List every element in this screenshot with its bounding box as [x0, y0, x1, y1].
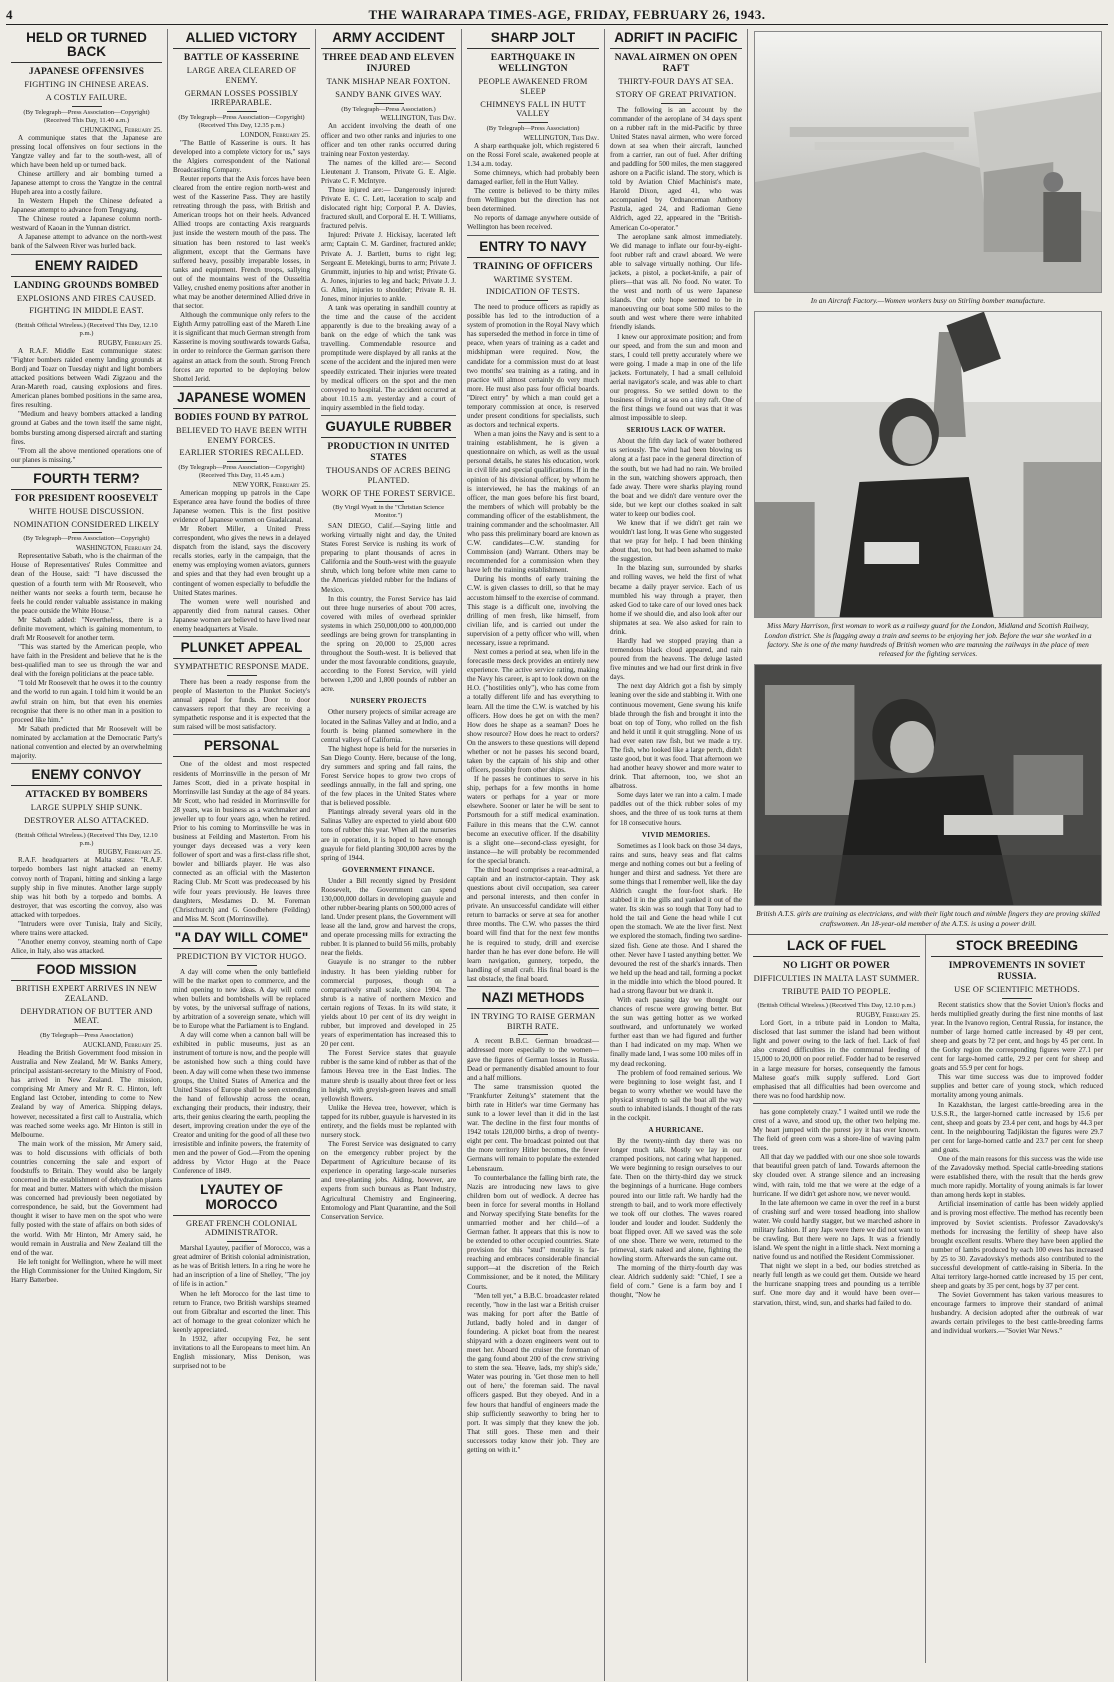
paragraph: A tank was operating in sandhill country at the time and the cause of the accident apparently is due to the breaking away of a bank on the edge of which the tank was travelling. Commendable resource and promptitude were displayed by all ranks at the scene of the accident and the injured men were speedily extricated. Their injuries were treated by medical officers on the spot and the men conveyed to hospital. The accident occurred at about 10.15 a.m. yesterday and a court of inquiry assembled in the field today.	[321, 304, 456, 412]
ats-electricians-photo-image	[755, 665, 1101, 905]
paragraph: I knew our approximate position; and from our speed, and from the sun and moon and stars, I could tell pretty accurately where we were going. I made a map in one of the life jackets. Fortunately, I had a small celluloid aerial navigator's scale, and was able to chart our progress. So we settled down to the business of living at sea on a tiny raft. One of the first things we found out was that it was almost impossible to sleep.	[610, 332, 742, 423]
headline: FOOD MISSION	[11, 963, 162, 981]
paragraph: The Forest Service was designated to carry on the emergency rubber project by the Department of Agriculture because of its experience in operating large-scale nurseries and tree-planting jobs. Aiding, however, are experts from such bureaus as Plant Industry, Agricultural Chemistry and Engineering, Entomology and Plant Quarantine, and the Soil Conservation Service.	[321, 1140, 456, 1221]
paragraph: A communique states that the Japanese are pressing local offensives on four sections in the Yangtze valley and far to the south-west, all of which have been held up or turned back.	[11, 133, 162, 169]
paragraph: The Chinese routed a Japanese column north-westward of Kaoan in the Yunnan district.	[11, 215, 162, 233]
place-line: CHUNGKING, February 25.	[79, 126, 162, 134]
paragraph: Mr Sabath added: "Nevertheless, there is a definite movement, which is gaining momentum, to draft Mr Roosevelt for another term.	[11, 615, 162, 642]
article-sharp-jolt	[467, 31, 599, 236]
headline: SHARP JOLT	[467, 31, 599, 49]
subheadline: BODIES FOUND BY PATROL	[174, 411, 309, 423]
paragraph: "Another enemy convoy, steaming north of Cape Alice, in Italy, also was attacked.	[11, 938, 162, 956]
paragraph: If he passes he continues to serve in his ship, perhaps for a few months in home waters or perhaps for a year or more elsewhere. Sooner or later he will be sent to Portsmouth for a stiff medical examination. Failure in this means that the C.W. cannot become an executive officer. If the disability is a slight one—second-class eyesight, for instance—he will probably be recommended for the special branch.	[467, 775, 599, 865]
headline: ALLIED VICTORY	[173, 31, 310, 49]
masthead	[6, 6, 1108, 25]
paragraph: R.A.F. headquarters at Malta states: "R.A.F. torpedo bombers last night attacked an enemy convoy north of Trapani, hitting and sinking a large supply ship in five minutes. Another large supply ship was hit both by a torpedo and bombs. A destroyer, that was escorting the convoy, also was attacked with torpedoes.	[11, 856, 162, 919]
place-line: LONDON, February 25.	[240, 131, 310, 139]
subheadline: WHITE HOUSE DISCUSSION.	[28, 507, 145, 517]
paragraph: In this country, the Forest Service has laid out three huge nurseries of about 700 acres, covered with miles of overhead sprinkler systems in which 250,000,000 to 400,000,000 seedlings are being grown for transplanting in the spring on 20,000 to 25,000 acres throughout the South-west. It is believed that under the most favourable conditions, guayule, according to the Forest Service, will yield between 1,200 and 1,800 pounds of rubber an acre.	[321, 594, 456, 694]
dateline: (British Official Wireless.) (Received This Day, 12.10 p.m.)	[15, 322, 158, 337]
paragraph: Representative Sabath, who is the chairman of the House of Representatives' Rules Committee and dean of the House, said: "I have discussed the question of a fourth term with Mr Roosevelt, who neither wants nor seeks a fourth term, because he feels he could render valuable assistance in making the peace outside the White House."	[11, 552, 162, 615]
subheadline: LARGE SUPPLY SHIP SUNK.	[30, 803, 143, 813]
headline: HELD OR TURNED BACK	[11, 31, 162, 63]
paragraph: The Soviet Government has taken various measures to encourage farmers to improve their standard of animal husbandry. A decision adopted after the outbreak of war awards certain privileges to the best cattle-breeding farms and individual workers.—"Soviet War News."	[931, 1291, 1103, 1336]
column-5	[605, 29, 748, 1681]
subheadline: SANDY BANK GIVES WAY.	[335, 89, 442, 99]
subheadline: PEOPLE AWAKENED FROM SLEEP	[478, 77, 588, 96]
subheadline: WORK OF THE FOREST SERVICE.	[321, 488, 456, 498]
paragraph: Recent statistics show that the Soviet Union's flocks and herds multiplied greatly during the first nine months of last year. In the Ivanovo region, Central Russia, for instance, the number of large horned cattle increased by 49 per cent, sheep and goats by 72 per cent, and hogs by 45 per cent. In the Gorky region the corresponding figures were 27.1 per cent for large-horned cattle, 29.2 per cent for sheep and goats and 55.9 per cent for hogs.	[931, 1000, 1103, 1073]
paragraph: There has been a ready response from the people of Masterton to the Plunket Society's annual appeal for funds. Door to door canvassers report that they are receiving a sympathetic response and it is expected that the sum raised will be most satisfactory.	[173, 677, 310, 732]
paragraph: Mr Sabath predicted that Mr Roosevelt will be nominated by acclamation at the Democratic Party's national convention and elected by an overwhelming majority.	[11, 724, 162, 760]
photo-ats-electricians	[754, 664, 1102, 906]
subheadline: TANK MISHAP NEAR FOXTON.	[326, 77, 451, 87]
paragraph: Guayule is no stranger to the rubber industry. It has been yielding rubber for commercial purposes, though on a comparatively small scale, since 1904. The shrub is a native of northern Mexico and certain regions of Texas. In its wild state, it yields about 10 per cent of its dry weight in rubber, but improved and developed in 25 years of experimentation has increased this to 20 per cent.	[321, 958, 456, 1049]
headline: LACK OF FUEL	[753, 939, 920, 957]
paragraph: To counterbalance the falling birth rate, the Nazis are introducing new laws to give children born out of wedlock. A decree has been in force for several months in Holland and Norway specifying State benefits for the unmarried mother and her child—of a German father. It appears that this is now to be extended to other occupied countries. State provision for this "stud" morality is far-reaching and embraces considerable financial support—at the discretion of the Reich Commissioner, and be it noted, the Military Courts.	[467, 1173, 599, 1291]
headline: FOURTH TERM?	[11, 472, 162, 490]
paragraph: A sharp earthquake jolt, which registered 6 on the Rossi Forel scale, awakened people at 1.34 a.m. today.	[467, 141, 599, 168]
headline: GUAYULE RUBBER	[321, 420, 456, 438]
subheadline: TRIBUTE PAID TO PEOPLE.	[782, 986, 891, 996]
article-allied-victory	[173, 31, 310, 387]
place-line: WELLINGTON, This Day.	[523, 134, 599, 142]
paragraph: An accident involving the death of one officer and two other ranks and injuries to one officer and ten other ranks occurred during training near Foxton yesterday.	[321, 122, 456, 158]
article-nazi-methods	[467, 991, 599, 1457]
headline: ENEMY CONVOY	[11, 768, 162, 786]
subheadline: TRAINING OF OFFICERS	[473, 260, 593, 272]
subheadline: NOMINATION CONSIDERED LIKELY	[13, 519, 160, 529]
railway-guard-photo-image	[755, 312, 1101, 617]
place-line: RUGBY, February 25.	[98, 849, 162, 857]
page-number: 4	[6, 7, 13, 22]
headline: PLUNKET APPEAL	[173, 641, 310, 659]
dateline: (British Official Wireless.) (Received This Day, 12.10 p.m.)	[757, 1002, 916, 1010]
paragraph: We knew that if we didn't get rain we wouldn't last long. It was Gene who suggested that we pray for help. I had been thinking about that, too, but had been ashamed to make the suggestion.	[610, 518, 742, 564]
dateline: (By Telegraph—Press Association—Copyright) (Received This Day, 12.35 p.m.)	[178, 113, 305, 129]
paragraph: The following is an account by the commander of the aeroplane of 34 days spent on a rubber raft in the mid-Pacific by three United States naval airmen, who were forced down at sea when their aircraft, launched from a carrier, ran out of fuel. After drifting and paddling for 500 miles, the men staggered ashore on a Pacific island. The story, which is told by Aviation Chief Machinist's mate, Harold Dixon, aged 41, who was accompanied by Ordnanceman Anthony Pastula, aged 24, and Radioman Gene Aldrich, aged 22, appeared in the "British-American Co-operator."	[610, 105, 742, 232]
subheadline: DEHYDRATION OF BUTTER AND MEAT.	[20, 1006, 153, 1026]
headline: LYAUTEY OF MOROCCO	[173, 1183, 310, 1215]
article-a-day-will-come	[173, 931, 310, 1180]
subheadline: GERMAN LOSSES POSSIBLY IRREPARABLE.	[184, 88, 299, 108]
column-6	[748, 29, 1108, 1681]
photo-caption: Miss Mary Harrison, first woman to work as a railway guard for the London, Midland and Scottish Railway, London district. She is flagging away a train and seems to be enjoying her job. Before the war she worked in a factory. She is one of the many hundreds of British women who are manning the railways in the place of men released for the fighting services.	[764, 621, 1092, 658]
crosshead: SERIOUS LACK OF WATER.	[626, 426, 726, 435]
dateline: (By Telegraph—Press Association—Copyright)	[23, 535, 150, 543]
subheadline: LANDING GROUNDS BOMBED	[13, 279, 160, 291]
subheadline: NAVAL AIRMEN ON OPEN RAFT	[614, 52, 738, 75]
paragraph: "This was started by the American people, who have faith in the President and believe that he is the best-qualified man to see us through the war and deal with the foreign politicians at the peace table.	[11, 643, 162, 679]
article-adrift-in-pacific	[610, 31, 742, 1302]
subheadline: THREE DEAD AND ELEVEN INJURED	[322, 52, 455, 75]
paragraph: All that day we paddled with our one shoe sole towards that beautiful green patch of land. Towards afternoon the sky clouded over. A strange silence and an increasing wind, with rain, told me that we were at the edge of a hurricane. If we didn't get ashore now, we never would.	[753, 1153, 920, 1198]
paragraph: SAN DIEGO, Calif.—Saying little and working virtually night and day, the United States Forest Service is rushing its work of preparing to plant thousands of acres in California and the South-west with the guayule shrub, which long before white men came to the Americas yielded rubber for the Indians of Mexico.	[321, 521, 456, 594]
paragraph: Some chimneys, which had probably been damaged earlier, fell in the Hutt Valley.	[467, 169, 599, 187]
article-lack-of-fuel	[753, 939, 920, 1104]
paragraph: Mr Robert Miller, a United Press correspondent, who gives the news in a delayed dispatch from the island, says the discovery recalls stories, early in the campaign, that the enemy was employing women aviators, gunners and spies and that they had even brought up a contingent of women especially to befuddle the United States marines.	[173, 525, 310, 597]
place-line: WASHINGTON, February 24.	[75, 545, 162, 553]
article-lyautey-of-morocco	[173, 1183, 310, 1373]
paragraph: When a man joins the Navy and is sent to a training establishment, he is given a questionnaire on which, as well as the usual personal details, he states his education, work in civil life and special qualifications. If in the opinion of his divisional officer, by whom he is interviewed, he has the makings of an officer, the man goes before his first board, the members of which will probably be the commanding officer of the establishment, the training commander and the schoolmaster. All who pass this preliminary board are known as C.W. candidates—C.W. standing for Commission (and) Warrant. Others may be recommended for a commission when they have left the training establishment.	[467, 430, 599, 575]
paragraph: One of the main reasons for this success was the wide use of the Zavadovsky method. Special cattle-breeding stations were established there, with the result that the herds grew much more rapidly. Mortality of young animals is far lower than among herds kept in stables.	[931, 1154, 1103, 1200]
article-plunket-appeal	[173, 641, 310, 735]
paragraph: The main work of the mission, Mr Amery said, was to hold discussions with officials of both countries concerning the sale and export of foodstuffs to Britain. They would also be largely concerned in the establishment of dehydration plants for meat and butter. Matters with which the mission was concerned had previously been negotiated by correspondence, he said, but the Government had thought it wiser to have men on the spot who were fully posted with the state of affairs on both sides of the world. With Mr Hinton, Mr Amery said, he would remain in Australia and New Zealand till the end of the war.	[11, 1139, 162, 1257]
paragraph: The women were well nourished and apparently died from natural causes. Other Japanese women are believed to have lived near enemy headquarters at Visale.	[173, 597, 310, 633]
paragraph: A Japanese attempt to advance on the north-west bank of the Salween River was hurled back.	[11, 233, 162, 251]
subheadline: PREDICTION BY VICTOR HUGO.	[176, 952, 307, 962]
paragraph: In Kazakhstan, the largest cattle-breeding area in the U.S.S.R., the larger-horned cattle increased by 15.6 per cent, sheep and goats by 23.4 per cent, and hogs by 44.3 per cent. In the neighbouring Tadjikistan the figures were 29.7 per cent for large-horned cattle and 23.7 per cent for sheep and goats.	[931, 1100, 1103, 1154]
headline: NAZI METHODS	[467, 991, 599, 1009]
subheadline: FIGHTING IN CHINESE AREAS.	[24, 80, 149, 90]
article-guayule-rubber	[321, 420, 456, 1224]
paragraph: This war time success was due to improved fodder supplies and better care of young stock, which reduced mortality among young animals.	[931, 1073, 1103, 1100]
paragraph: The next day Aldrich got a fish by simply leaning over the side and stabbing it. With one continuous movement, Gene swung his knife blade through the fish and brought it into the boat on top of Tony, who rolled on the fish and held it until it quit struggling. None of us had ever eaten raw fish, but we made a try. The fish, who looked like a large perch, didn't taste good, but it was food. That afternoon we had another heavy shower and more water to drink. That afternoon, too, we shot an albatross.	[610, 682, 742, 791]
byline: (By Virgil Wyatt in the "Christian Science Monitor.")	[332, 504, 445, 520]
paragraph: Lord Gort, in a tribute paid in London to Malta, disclosed that last summer the island had been without light and power owing to the lack of fuel. Lack of fuel also created difficulties in the communal feeding of 15,000 to 20,000 on poor relief. Fodder had to be reserved in a large measure for horses, consequently the famous Maltese goat's milk supply suffered. Lord Gort emphasised that all difficulties had been overcome and there was no food hardship now.	[753, 1019, 920, 1100]
subheadline: FIGHTING IN MIDDLE EAST.	[29, 306, 144, 316]
paragraph: In the late afternoon we came in over the reef in a burst of crashing surf and were tossed headlong into shallow water. We could hardly stagger, but we marched ashore in military fashion. If any Japs were there we did not want to be crawling. But there were no Japs. It was a friendly island. We spent the night in a little shack. Next morning a native found us and notified the Resident Commissioner.	[753, 1198, 920, 1262]
paragraph: Under a Bill recently signed by President Roosevelt, the Government can spend 130,000,000 dollars in developing guayule and other rubber-bearing plants on 500,000 acres of land. Under present plans, the Government will lease all the land, grow and harvest the crops, and operate processing mills for extracting the rubber. It is planned to build 56 mills, probably near the fields.	[321, 876, 456, 958]
column-6a	[748, 935, 926, 1663]
paragraph: The morning of the thirty-fourth day was clear. Aldrich suddenly said: "Chief, I see a field of corn." Gene is a farm boy and I thought, "Now he	[610, 1264, 742, 1300]
paragraph: In Western Hupeh the Chinese defeated a Japanese attempt to advance from Tengyang.	[11, 197, 162, 215]
subheadline: CHIMNEYS FALL IN HUTT VALLEY	[480, 99, 586, 119]
paragraph: During his months of early training the C.W. is given classes to drill, so that he may accustom himself to the exercise of command. This stage is a difficult one, involving the drilling of men fresh, like himself, from civilian life, and is carried out under the supervision of a petty officer who will, when necessary, issue a reprimand.	[467, 575, 599, 647]
subheadline: DIFFICULTIES IN MALTA LAST SUMMER.	[753, 973, 920, 983]
paragraph: Injured: Private J. Hickisay, lacerated left arm; Captain C. M. Gardiner, fractured ankle; Private A. J. Bartlett, burns to right leg; Sergeant E. Metekingi, burns to arm; Private J. Grummitt, injuries to hip and wrist; Private G. A. Jones, injuries to leg and back; Private J. J. G. Allen, injuries to shoulder; Private R. H. Jones, minor injuries to ankle.	[321, 231, 456, 303]
paragraph: Plantings already several years old in the Salinas Valley are expected to yield about 600 tons of rubber this year. When all the nurseries are in operation, it is hoped to have enough guayule for field planting 300,000 acres by the spring of 1944.	[321, 808, 456, 862]
paragraph: Reuter reports that the Axis forces have been cleared from the entire region north-west and west of the Kasserine Pass. They are hastily retreating through the pass, with British and American troops hot on their heels. Advanced Allied troops are contacting Axis rearguards just inside the western mouth of the pass. The situation has been restored to last week's alignment, except that the Germans have suffered heavy, possibly irreparable losses, in tanks and equipment. French troops, sallying out of the mountains west of the Ousseltia Valley, crushed enemy positions after another in what may be another determined Allied drive in that sector.	[173, 174, 310, 311]
paragraph: When he left Morocco for the last time to return to France, two British warships steamed out from Gibraltar and escorted the liner. This act of homage to the great colonizer which he keenly appreciated.	[173, 1289, 310, 1334]
crosshead: NURSERY PROJECTS	[350, 697, 427, 706]
column-2	[168, 29, 316, 1681]
headline: PERSONAL	[173, 739, 310, 757]
article-fourth-term	[11, 472, 162, 764]
photo-caption: In an Aircraft Factory.—Women workers busy on Stirling bomber manufacture.	[810, 296, 1046, 305]
subheadline: WARTIME SYSTEM.	[493, 274, 573, 284]
headline: ENTRY TO NAVY	[467, 240, 599, 258]
paragraph: Next comes a period at sea, when life in the forecastle mess deck provides an entirely new experience. The active service rating, making the Navy his career, is apt to look down on the H.O. ("hostilities only"), who has come from a totally different life and has everything to learn. All the time the C.W. is watched by his officers. How does he get on with the men? How does he shape as a seaman? Does he show resource? How does he react to orders? On the answers to these questions will depend whether or not he passes his second board, taken by the captain of his ship and other officers, possibly from other ships.	[467, 648, 599, 775]
dateline: (By Telegraph—Press Association—Copyright) (Received This Day, 11.40 a.m.)	[23, 108, 150, 124]
column-3	[316, 29, 462, 1681]
place-line: NEW YORK, February 25.	[232, 481, 310, 489]
subheadline: PRODUCTION IN UNITED STATES	[327, 441, 450, 464]
subheadline: USE OF SCIENTIFIC METHODS.	[954, 984, 1080, 994]
paragraph: A day will come when a cannon ball will be exhibited in public museums, just as an instrument of torture is now, and the people will be astonished how such a thing could have been. A day will come when these two immense groups, the United States of America and the United States of Europe shall be seen extending the hand of fellowship across the ocean, exchanging their products, their industry, their arts, their genius clearing the earth, peopling the desert, improving creation under the eye of the Creator and uniting for the good of all these two irresistible and infinite powers, the fraternity of men and the power of God.—From the opening address by Victor Hugo at the Peace Conference of 1849.	[173, 1031, 310, 1176]
paragraph: A day will come when the only battlefield will be the market open to commerce, and the mind opening to new ideas. A day will come when bullets and bombshells will be replaced by votes, by the universal suffrage of nations, by arbitration of a sovereign senate, which will be to Europe what the Parliament is to England.	[173, 967, 310, 1031]
headline: STOCK BREEDING	[931, 939, 1103, 957]
subheadline: THOUSANDS OF ACRES BEING PLANTED.	[326, 466, 451, 485]
subheadline: EXPLOSIONS AND FIRES CAUSED.	[16, 293, 157, 303]
paragraph: A R.A.F. Middle East communique states: "Fighter bombers raided enemy landing grounds at Bordj and Toazr on Tuesday night and light bombers attacked positions between Wadi Zigzaou and the Aran-Mareth road, causing explosions and fires. American planes bombed positions in the same area, fires resulting.	[11, 346, 162, 410]
paragraph: The aeroplane sank almost immediately. We did manage to inflate our four-by-eight-foot rubber raft and crawl aboard. We were able to salvage virtually nothing. Our life-jackets, a pistol, a pocket-knife, a pair of pliers—that was all. No food. No water. To the west and north of us were Japanese islands. Our only hope seemed to be in manoeuvring our boat some 500 miles to the south and west where there were inhabited friendly islands.	[610, 232, 742, 332]
paragraph: Heading the British Government food mission in Australia and New Zealand, Mr W. Banks Amery, principal assistant-secretary to the Ministry of Food, has arrived in New Zealand. The mission, comprising Mr Amery and Mr R. C. Hinton, left England last October, intending to come to New Zealand by way of America. Shipping delays, however, necessitated a first call to Australia, which was reached some weeks ago. Mr Hinton is still in Melbourne.	[11, 1048, 162, 1139]
paragraph: Other nursery projects of similar acreage are located in the Salinas Valley and at Indio, and a fourth is being planned somewhere in the central valleys of California.	[321, 708, 456, 744]
paragraph: Artificial insemination of cattle has been widely applied and is proving most effective. The method has recently been improved by Soviet scientists. Professor Zavadovsky's methods for increasing the fertility of sheep have also brought excellent results. Where they have been applied the number of lambs produced by each 100 ewes has increased by 25 to 30. Zavadovsky's methods also contributed to the successful development of cattle-raising in Siberia. In the Altai territory large-horned cattle increased by 15 per cent, sheep and goats by 35 per cent, hogs by 37 per cent.	[931, 1200, 1103, 1291]
subheadline: IN TRYING TO RAISE GERMAN BIRTH RATE.	[470, 1012, 596, 1031]
paragraph: No reports of damage anywhere outside of Wellington has been received.	[467, 214, 599, 232]
article-enemy-raided	[11, 259, 162, 468]
subheadline: EARLIER STORIES RECALLED.	[179, 448, 304, 458]
factory-photo-image	[755, 32, 1101, 292]
subheadline: THIRTY-FOUR DAYS AT SEA.	[618, 77, 734, 87]
article-held-or-turned-back	[11, 31, 162, 255]
dateline: (By Telegraph—Press Association)	[486, 124, 580, 132]
newspaper-title: THE WAIRARAPA TIMES-AGE, FRIDAY, FEBRUARY 26, 1943.	[368, 7, 766, 22]
subheadline: JAPANESE OFFENSIVES	[28, 66, 145, 78]
subheadline: IMPROVEMENTS IN SOVIET RUSSIA.	[948, 959, 1086, 982]
paragraph: "Intruders were over Tunisia, Italy and Sicily, where trains were attacked.	[11, 919, 162, 938]
column-6b	[926, 935, 1108, 1663]
subheadline: ATTACKED BY BOMBERS	[25, 789, 148, 801]
place-line: RUGBY, February 25.	[856, 1012, 920, 1020]
paragraph: The same transmission quoted the "Frankfurter Zeitung's" statement that the birth rate in Hitler's war time Germany has sunk to a lower level than it did in the last war. The decline in the first four months of 1942 totals 120,000 births, a drop of twenty-eight per cent. The broadcast pointed out that the more territory Hitler becomes, the fewer Germans will remain to populate the extended Lebensraum.	[467, 1082, 599, 1173]
paragraph: One of the oldest and most respected residents of Morrinsville in the person of Mr James Scott, died in a private hospital in Morrinsville last Sunday at the age of 84 years. Mr Scott, who had resided in Morrinsville for 28 years, was in business as a watchmaker and jeweller up to four years ago, when he retired. Prior to his coming to Morrinsville he was in business at Feilding and Masterton. From his younger days deceased was a very keen follower of sport and was a first-class rifle shot, bowler and billiards player. He was also connected as an official with the Masterton Racing Club. Mr Scott was predeceased by his wife four years previously. He leaves three daughters, Mesdames D. M. Foreman (Christchurch) and G. Goodbehere (Feilding) and Miss M. Scott (Morrinsville).	[173, 760, 310, 923]
columns	[6, 29, 1108, 1681]
article-japanese-women	[173, 391, 310, 637]
paragraph: The Forest Service states that guayule rubber is the same kind of rubber as that of the famous Hevea tree in the East Indies. The mature shrub is usually about three feet or less in height, with greyish-green leaves and small yellowish flowers.	[321, 1049, 456, 1103]
paragraph: With each passing day we thought our chances of rescue were growing better. But the sun was getting hotter as we worked southward, and unfortunately we worked further east than we had figured and further than I had indicated on my map. When we finally made land, I was some 100 miles off in my dead reckoning.	[610, 995, 742, 1068]
paragraph: Those injured are:— Dangerously injured: Private E. C. C. Lett, laceration to scalp and dislocated right hip; Corporal P. A. Davies, fractured skull, and Corporal E. H. T. Williams, fractured pelvis.	[321, 186, 456, 231]
photo-railway-guard	[754, 311, 1102, 618]
dateline: (By Telegraph—Press Association—Copyright) (Received This Day, 11.45 a.m.)	[178, 463, 305, 479]
paragraph: American mopping up patrols in the Cape Esperance area have found the bodies of three Japanese women. This is the first positive evidence of Japanese women on Guadalcanal.	[173, 488, 310, 524]
headline: ADRIFT IN PACIFIC	[610, 31, 742, 49]
article-stock-breeding	[931, 939, 1103, 1339]
paragraph: The highest hope is held for the nurseries in San Diego County. Here, because of the long, dry summers and spring and fall rains, the Forest Service hopes to grow two crops of seedlings annually, in the fall and spring, one of the few places in the United States where that is believed possible.	[321, 744, 456, 808]
article-entry-to-navy	[467, 240, 599, 987]
paragraph: About the fifth day lack of water bothered us seriously. The wind had been blowing us along at a fast pace in the general direction of the south, but we had had no rain. We broiled in the sun, watching showers approach, then fade away. There were sharks playing round the boat and we didn't dare venture over the side, but we kept our clothes soaked in salt water to keep our bodies cool.	[610, 437, 742, 518]
paragraph: Marshal Lyautey, pacifier of Morocco, was a great admirer of British colonial administration, as he was of British letters. In a ring he wore he had an inscription of a line of Shelley, "The joy of life is in action."	[173, 1244, 310, 1289]
subheadline: STORY OF GREAT PRIVATION.	[615, 89, 737, 99]
paragraph: Although the communique only refers to the Eighth Army patrolling east of the Mareth Line it is significant that much German strength from Kasserine is moving southwards towards Gafsa, in order to reinforce the German garrison there against an attack from the south. Strong French forces are reported to be deploying below Shottel Jerid.	[173, 311, 310, 383]
headline: ENEMY RAIDED	[11, 259, 162, 277]
subheadline: GREAT FRENCH COLONIAL ADMINISTRATOR.	[185, 1218, 298, 1238]
place-line: AUCKLAND, February 25.	[82, 1041, 162, 1049]
subheadline: SYMPATHETIC RESPONSE MADE.	[174, 662, 309, 672]
paragraph: In the blazing sun, surrounded by sharks and rolling waves, we held the first of what became a daily prayer service. Each of us mumbled his way through a prayer, then asked God to take care of our loved ones back home if we should die, and also look after our shipmates at sea. We also asked for rain to drink.	[610, 564, 742, 636]
dateline: (By Telegraph—Press Association.)	[341, 105, 436, 113]
headline: JAPANESE WOMEN	[173, 391, 310, 409]
paragraph: "From all the above mentioned operations one of our planes is missing."	[11, 446, 162, 464]
paragraph: In 1932, after occupying Fez, he sent invitations to all the Europeans to meet him. An English missionary, Miss Denison, was surprised not to be	[173, 1334, 310, 1371]
article-enemy-convoy	[11, 768, 162, 959]
subheadline: INDICATION OF TESTS.	[486, 287, 580, 297]
subheadline: A COSTLY FAILURE.	[45, 93, 128, 103]
subheadline: NO LIGHT OR POWER	[783, 959, 890, 971]
subheadline: FOR PRESIDENT ROOSEVELT	[14, 493, 159, 505]
column-6-lower	[748, 934, 1108, 1663]
paragraph: "Men tell yet," a B.B.C. broadcaster related recently, "how in the last war a British cruiser was making for port after the Battle of Jutland, badly holed and in danger of foundering. A picket boat from the nearest shipyard with a dozen engineers went out to meet her. Aboard the cruiser the foreman of the gang found about 200 of the crew striving to stem the sea. 'Heave, lads, my ship's side,' Water was pouring in. 'Get those men to hell out of here,' the foreman said. The naval officers gasped. But they obeyed. And in a few hours that handful of engineers made the ship sufficiently seaworthy to bring her to port. It was simply that they knew the job. That still goes. These men and their successors today know their job. They are getting on with it."	[467, 1291, 599, 1454]
subheadline: EARTHQUAKE IN WELLINGTON	[490, 52, 576, 75]
paragraph: "I told Mr Roosevelt that he owes it to the country and the world to run again. I told him it would be an awful strain on him, but that even his enemies recognise that there is no other man in a position to proceed like him."	[11, 679, 162, 724]
article-adrift-continued	[753, 1108, 920, 1310]
paragraph: Hardly had we stopped praying than a tremendous black cloud appeared, and rain poured from the heavens. The deluge lasted five minutes and we had our first drink in five days.	[610, 637, 742, 682]
subheadline: BATTLE OF KASSERINE	[183, 52, 300, 64]
crosshead: A HURRICANE.	[648, 1126, 704, 1135]
paragraph: Some days later we ran into a calm. I made paddles out of the thick rubber soles of my shoes, and the three of us took turns at them for 18 consecutive hours.	[610, 791, 742, 827]
article-food-mission	[11, 963, 162, 1287]
subheadline: DESTROYER ALSO ATTACKED.	[24, 815, 149, 825]
paragraph: The names of the killed are:— Second Lieutenant J. Transom, Private G. E. Algie. Private C. F. McIntyre.	[321, 158, 456, 185]
subheadline: BRITISH EXPERT ARRIVES IN NEW ZEALAND.	[15, 984, 157, 1004]
headline: "A DAY WILL COME"	[173, 931, 310, 949]
paragraph: The centre is believed to be thirty miles from Wellington but the direction has not been determined.	[467, 187, 599, 214]
paragraph: "The Battle of Kasserine is ours. It has developed into a complete victory for us," says the Algiers correspondent of the National Broadcasting Company.	[173, 138, 310, 174]
crosshead: GOVERNMENT FINANCE.	[342, 865, 435, 874]
headline: ARMY ACCIDENT	[321, 31, 456, 49]
paragraph: "Medium and heavy bombers attacked a landing ground at Gabes and the town itself the same night, bombs bursting among dispersed aircraft and starting fires.	[11, 410, 162, 446]
place-line: WELLINGTON, This Day.	[380, 115, 456, 123]
column-1	[6, 29, 168, 1681]
photo-aircraft-factory	[754, 31, 1102, 293]
paragraph: has gone completely crazy." I waited until we rode the crest of a wave, and stood up, the other two helping me. My heart jumped with the purest joy it has ever known. The field of green corn was a shore-line of waving palm trees.	[753, 1107, 920, 1153]
dateline: (By Telegraph—Press Association)	[40, 1032, 133, 1040]
paragraph: Unlike the Hevea tree, however, which is tapped for its rubber, guayule is harvested in its entirety, and the fields must be replanted with nursery stock.	[321, 1103, 456, 1139]
paragraph: He left tonight for Wellington, where he will meet the High Commissioner for the United Kingdom, Sir Harry Batterbee.	[11, 1257, 162, 1284]
paragraph: A recent B.B.C. German broadcast—addressed more especially to the women—gave the figures of German losses in Russia. Dead or permanently disabled amount to four and a half millions.	[467, 1037, 599, 1082]
crosshead: VIVID MEMORIES.	[641, 830, 711, 839]
paragraph: Chinese artillery and air bombing turned a Japanese attempt to cross the Yangtze in the central Hupeh area into a costly failure.	[11, 169, 162, 196]
place-line: RUGBY, February 25.	[98, 339, 162, 347]
paragraph: By the twenty-ninth day there was no longer much talk. Mostly we lay in our cramped positions, not caring what happened. We were beginning to resign ourselves to our fate. Then on the thirty-third day we struck the beginnings of a hurricane. Huge combers poured into our little raft. We hardly had the strength to bail, and to work more effectively we took off our clothes. The waves roared louder and louder and louder. Suddenly the boat flipped over. All we saved was the sole of one shoe. There we were, returned to the primeval, stark naked and alone, fighting the howling storm. Afterwards the sun came out.	[610, 1137, 742, 1264]
paragraph: The third board comprises a rear-admiral, a captain and an instructor-captain. They ask questions about civil occupation, sea career and personal interests, and then confer in private. An unsuccessful candidate will either return to barracks or serve at sea for another three months. The C.W. who passes the third board will find that for the next few months he is required to study, drill and exercise harder than he has ever done before. He will learn navigation, gunnery, torpedo, the handling of small craft. His final board is the last obstacle, the final board.	[467, 865, 599, 983]
paragraph: The need to produce officers as rapidly as possible has led to the introduction of a system of promotion in the Royal Navy which has superseded the method in force in time of peace, when years of training as a cadet and midshipman were required. Now, the candidate for a commission must do at least two months' sea training as a rating, and in practice will almost certainly do very much more. He must also pass four official boards. "Direct entry" by which a man could get a temporary commission at once, is reserved under present conditions for specialists, such as doctors and technical experts.	[467, 303, 599, 430]
photo-caption: British A.T.S. girls are training as electricians, and with their light touch and nimble fingers they are proving skilled craftswomen. An 18-year-old member of the A.T.S. is using a power drill.	[756, 909, 1100, 928]
subheadline: LARGE AREA CLEARED OF ENEMY.	[186, 66, 297, 85]
dateline: (British Official Wireless.) (Received This Day, 12.10 p.m.)	[15, 831, 158, 847]
article-army-accident	[321, 31, 456, 416]
paragraph: Sometimes as I look back on those 34 days, rains and suns, heavy seas and flat calms merge and nothing comes out but a feeling of hunger and thirst and sadness. Yet there are some things that I remember well, like the day Aldrich caught the four-foot shark. He stabbed it in the gills and yanked it out of the water. Its skin was so tough that Tony had to hold the tail and Gene the head while I cut open the stomach. We ate the liver first. Next we explored the stomach, finding two sardine-sized fish. Gene ate those. And I shared the other. Never have I tasted anything better. We devoured the rest of the shark's innards. Then we held up the head and tail, forming a pocket in the middle into which the blood poured. It had a strong flavour but we drank it.	[610, 841, 742, 995]
article-personal	[173, 739, 310, 927]
column-4	[462, 29, 605, 1681]
paragraph: The problem of food remained serious. We were beginning to lose weight fast, and I began to worry whether we would have the physical strength to sail the boat all the way south to inhabited islands. I thought of the rats in the cockpit.	[610, 1068, 742, 1122]
paragraph: That night we slept in a bed, our bodies stretched as nearly full length as we could get them. Outside we heard the hurricane snapping trees and pounding us a terrible surf. One more day and it would have been over—starvation, thirst, wind, sun, and sharks had failed to do.	[753, 1262, 920, 1307]
subheadline: BELIEVED TO HAVE BEEN WITH ENEMY FORCES.	[175, 425, 308, 445]
